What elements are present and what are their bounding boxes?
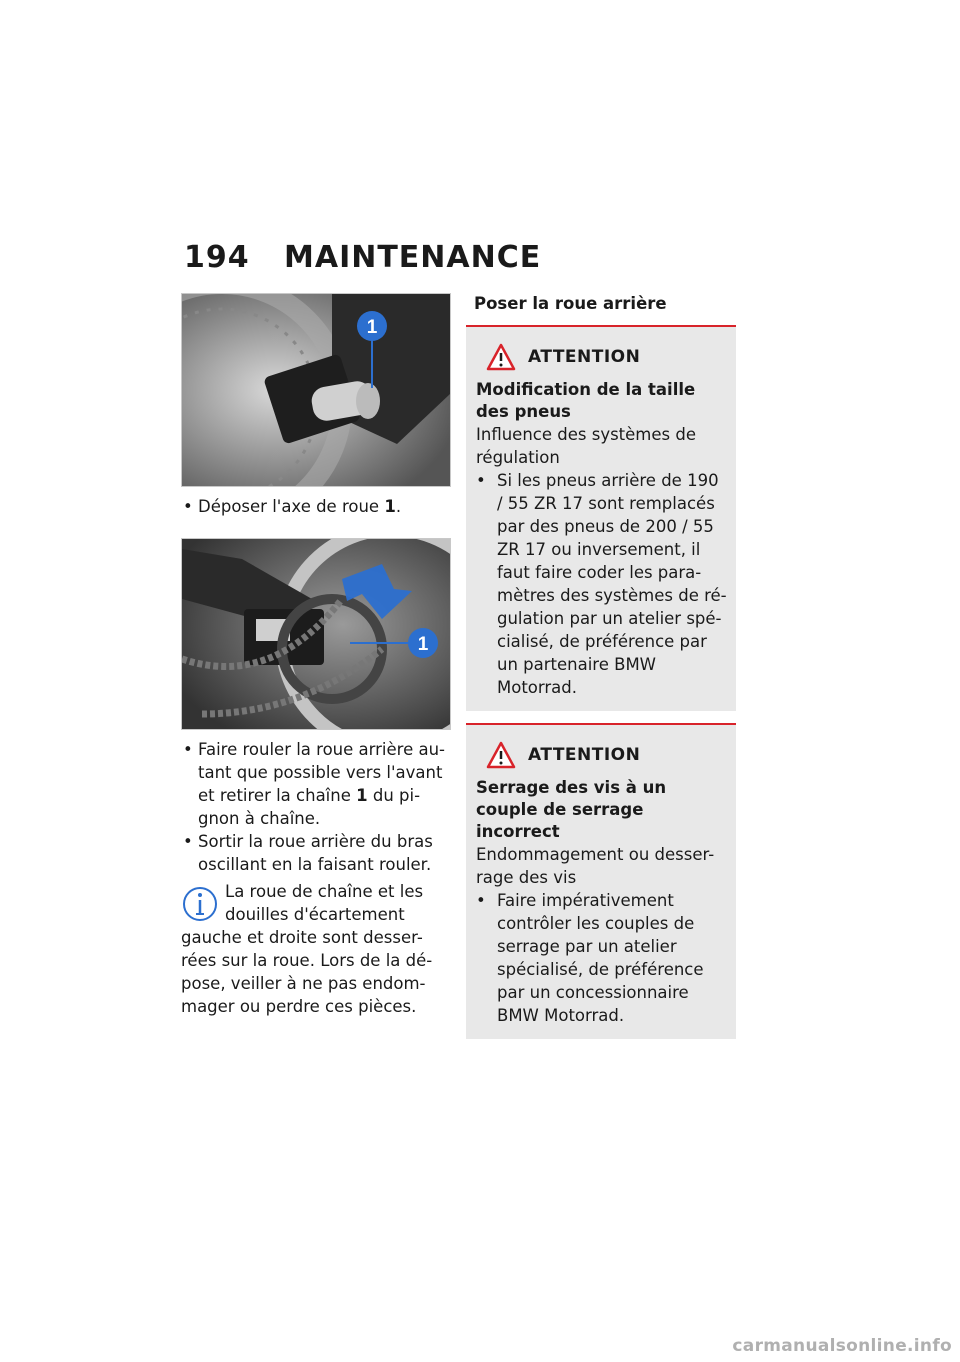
warning-box-tire-size — [466, 325, 736, 711]
warning-triangle-icon — [486, 741, 516, 769]
info-text: La roue de chaîne et les douilles d'écartement gauche et droite sont desser-rées sur la roue. Lors de la dé-pose, veiller à ne pas endom-mager ou perdre ces pièces. — [181, 882, 433, 1016]
bullet-dot: • — [183, 740, 193, 759]
page-number: 194 — [184, 240, 250, 275]
bullet-dot: • — [183, 832, 193, 851]
chain-photo — [181, 538, 451, 730]
bullet-dot: • — [183, 497, 193, 516]
section-title: MAINTENANCE — [284, 240, 542, 275]
warning-title: Serrage des vis à un couple de serrage incorrect — [476, 778, 667, 841]
left-column — [181, 293, 451, 1018]
warning-box-torque — [466, 723, 736, 1039]
warning-triangle-icon — [486, 343, 516, 371]
watermark: carmanualsonline.info — [732, 1336, 952, 1356]
install-heading: Poser la roue arrière — [474, 294, 667, 313]
page-header — [184, 240, 541, 280]
bullet-dot: • — [476, 471, 486, 490]
warning-bullet: • Faire impérativement contrôler les couples de serrage par un atelier spécialisé, de préférence par un concessionnaire BMW Motorrad. — [476, 891, 704, 1025]
bullet-dot: • — [476, 891, 486, 910]
warning-label: ATTENTION — [528, 347, 641, 367]
right-column — [466, 293, 736, 1039]
info-note — [181, 880, 451, 1018]
figure-callout-1: 1 — [417, 634, 429, 655]
step-remove-wheel: • Sortir la roue arrière du bras oscillant en la faisant rouler. — [183, 832, 433, 874]
warning-title: Modification de la taille des pneus — [476, 380, 696, 421]
figure-callout-1: 1 — [366, 317, 378, 338]
warning-label: ATTENTION — [528, 745, 641, 765]
step-roll-wheel: • Faire rouler la roue arrière au-tant que possible vers l'avant et retirer la chaîne 1 du pi-gnon à chaîne. — [183, 740, 446, 828]
axle-photo — [181, 293, 451, 487]
warning-bullet: • Si les pneus arrière de 190 / 55 ZR 17 sont remplacés par des pneus de 200 / 55 ZR 17 ou inversement, il faut faire coder les para-mètres des systèmes de ré-gulation par un atelier spé-cialisé, de préférence par un partenaire BMW Motorrad. — [476, 471, 727, 697]
step-remove-axle: • Déposer l'axe de roue 1. — [183, 497, 402, 516]
warning-text: Endommagement ou desser-rage des vis — [476, 845, 715, 887]
info-icon — [181, 882, 219, 926]
warning-text: Influence des systèmes de régulation — [476, 425, 696, 467]
